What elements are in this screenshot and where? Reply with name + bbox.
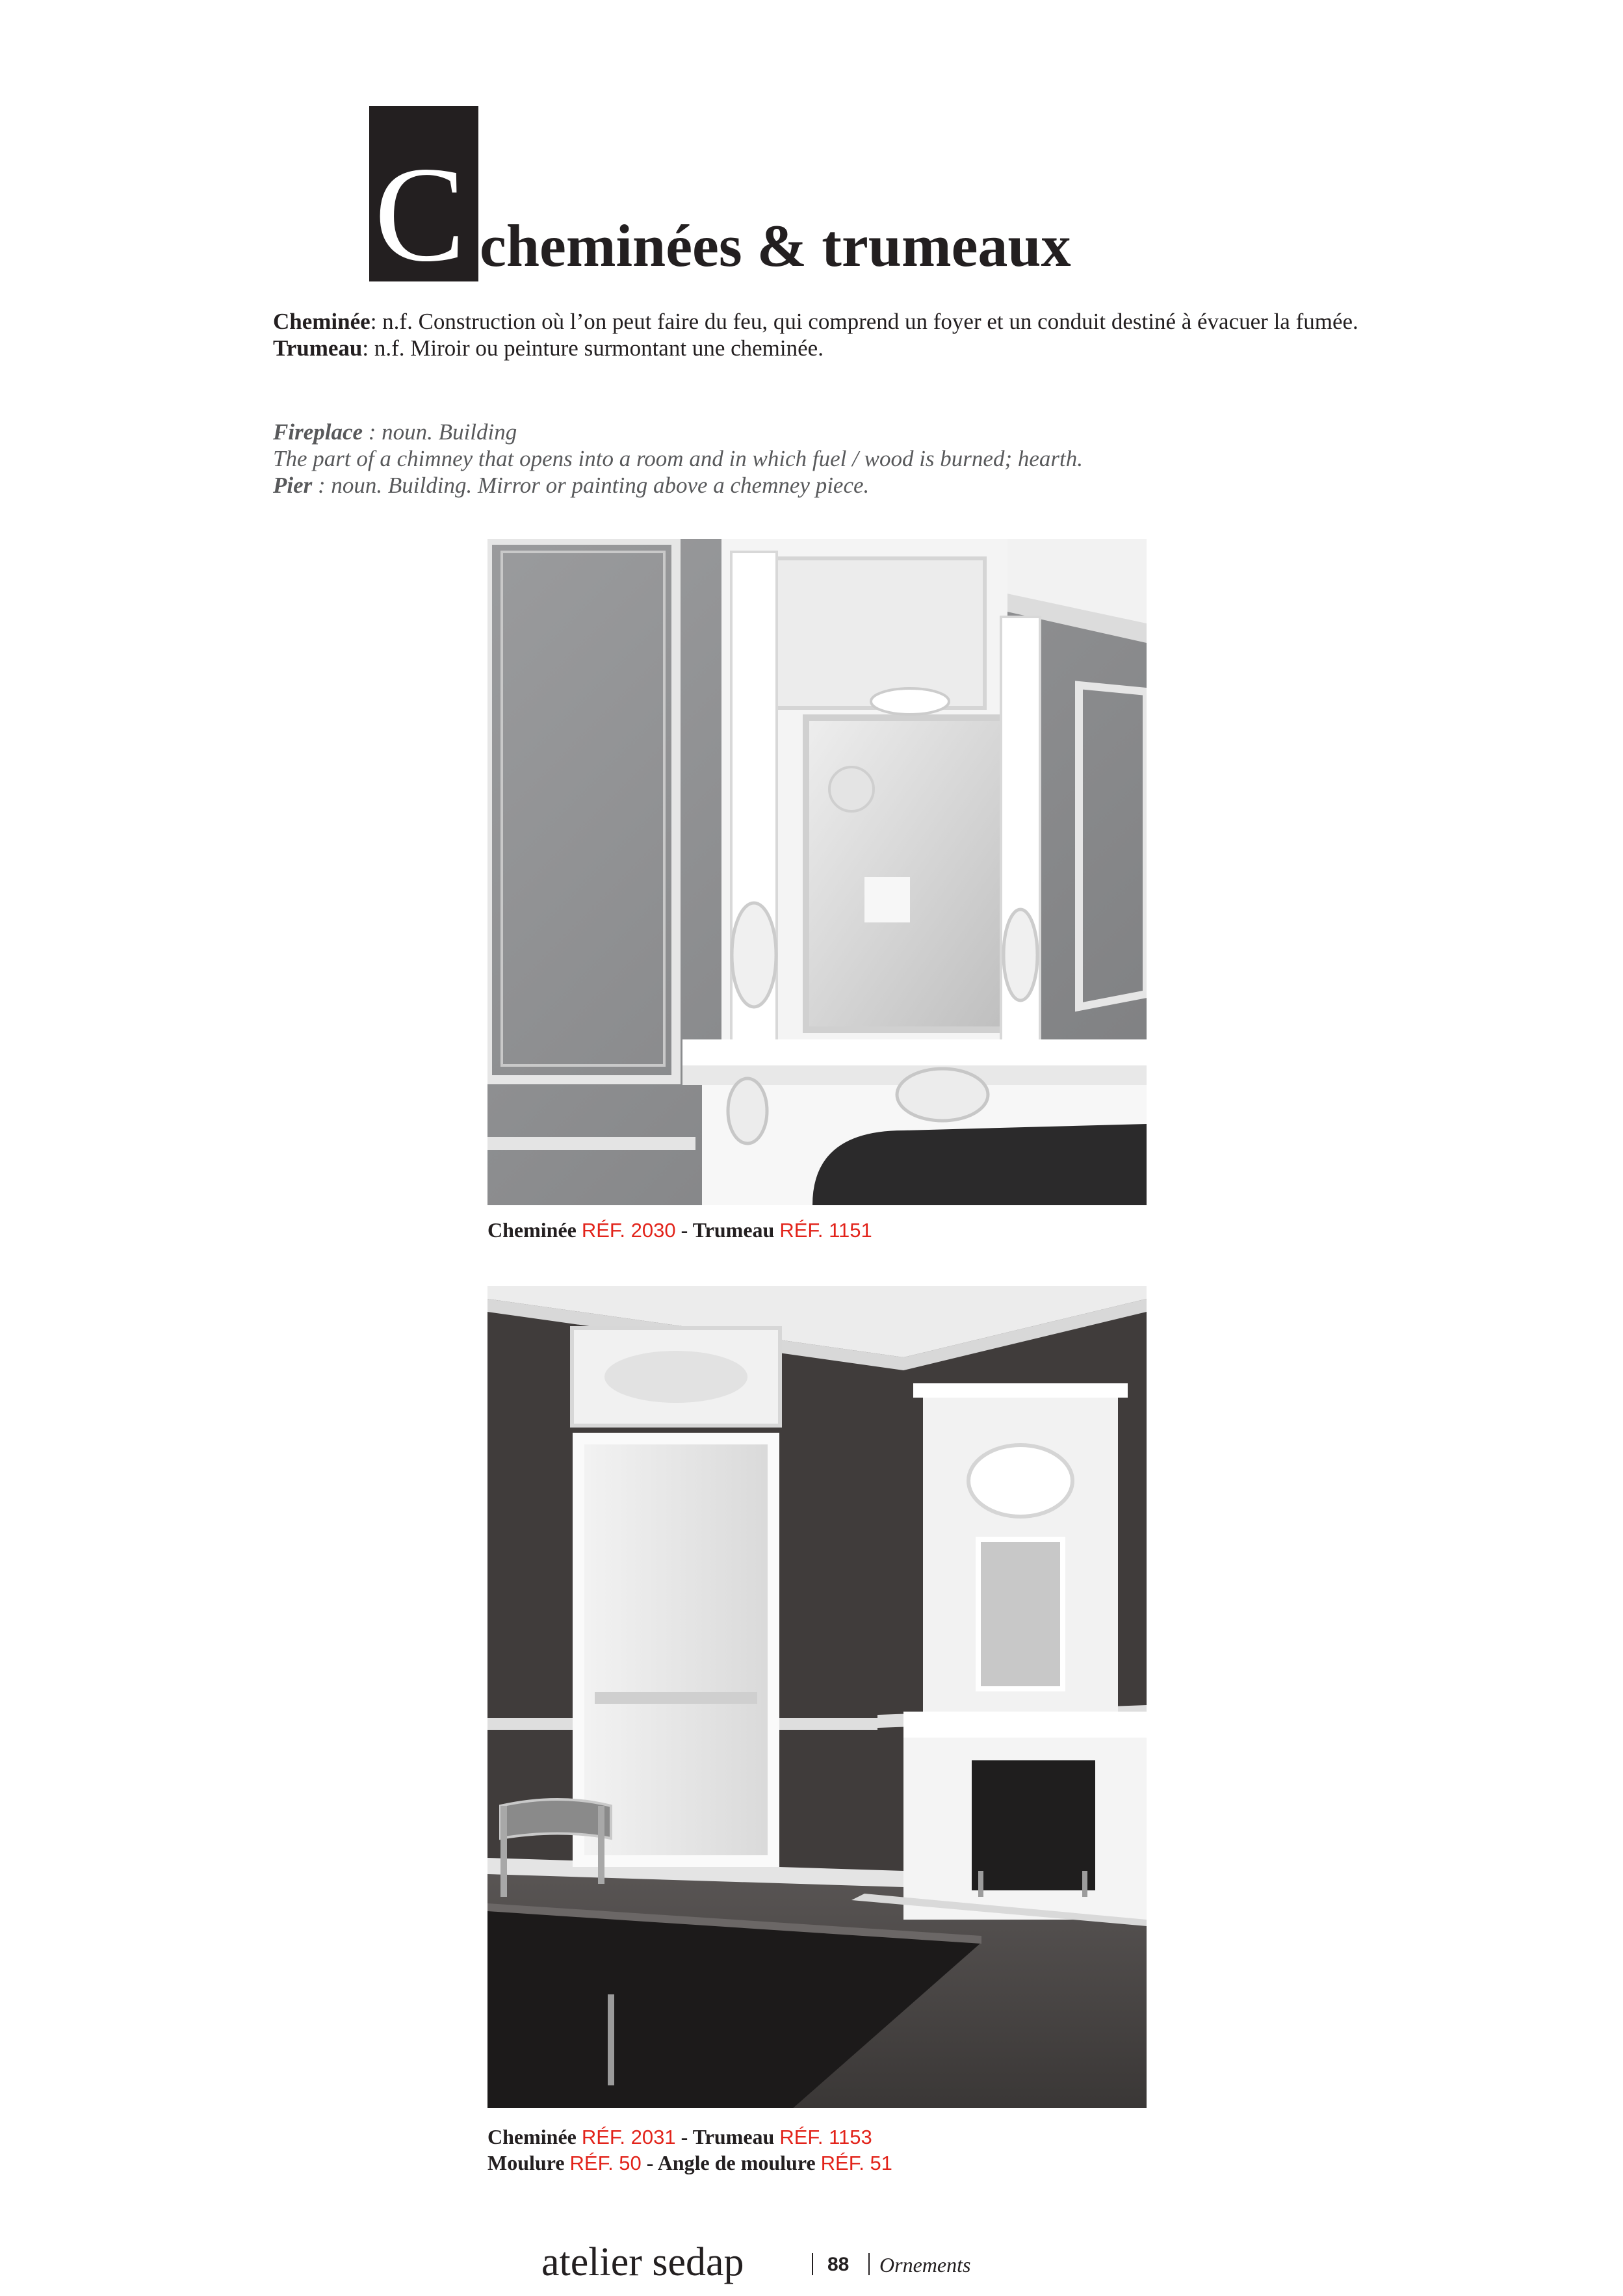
definition-trumeau	[273, 335, 1378, 361]
section-name: Ornements	[879, 2253, 971, 2276]
caption-1-separator: -	[675, 1218, 693, 1242]
caption-1-label-b: Trumeau	[692, 1218, 780, 1242]
term-fireplace: Fireplace	[273, 419, 363, 445]
caption-3-ref-b: RÉF. 51	[820, 2152, 892, 2174]
caption-photo-1	[487, 1217, 872, 1244]
caption-3-label-a: Moulure	[487, 2151, 570, 2174]
caption-2-ref-a: RÉF. 2031	[581, 2126, 676, 2148]
footer-divider-1	[812, 2253, 813, 2275]
definition-cheminee	[273, 308, 1378, 335]
definition-fireplace-detail: The part of a chimney that opens into a room and in which fuel / wood is burned; hearth.	[273, 446, 1083, 471]
def-trumeau: : n.f. Miroir ou peinture surmontant une cheminée.	[362, 335, 824, 361]
caption-2-label-b: Trumeau	[692, 2125, 780, 2148]
caption-3-label-b: Angle de moulure	[657, 2151, 821, 2174]
term-pier: Pier	[273, 473, 313, 498]
definitions-french	[273, 308, 1378, 361]
caption-3-separator: -	[641, 2151, 658, 2174]
caption-photo-2-line-2	[487, 2150, 892, 2176]
title-text: cheminées & trumeaux	[480, 213, 1071, 279]
brand-name: atelier sedap	[541, 2240, 744, 2284]
definition-pier	[273, 472, 1378, 499]
caption-photo-2-line-1	[487, 2124, 872, 2150]
dropcap-letter: C	[374, 139, 466, 290]
def-cheminee: : n.f. Construction où l’on peut faire du feu, qui comprend un foyer et un conduit destiné à évacuer la fumée.	[370, 309, 1358, 334]
photo-fireplace-mirror-illustration	[487, 539, 1147, 1205]
footer-divider-2	[868, 2253, 870, 2275]
def-pier: : noun. Building. Mirror or painting above a chemney piece.	[312, 473, 870, 498]
photo-dark-room	[487, 1286, 1147, 2108]
caption-3-ref-a: RÉF. 50	[569, 2152, 642, 2174]
photo-fireplace-mirror	[487, 539, 1147, 1205]
dropcap-box	[369, 106, 478, 290]
page-title	[369, 106, 1214, 290]
term-trumeau: Trumeau	[273, 335, 363, 361]
definitions-english	[273, 419, 1378, 499]
caption-1-ref-a: RÉF. 2030	[581, 1219, 676, 1242]
caption-1-ref-b: RÉF. 1151	[779, 1219, 872, 1242]
photo-dark-room-illustration	[487, 1286, 1147, 2108]
page-number: 88	[827, 2254, 850, 2275]
caption-2-label-a: Cheminée	[487, 2125, 582, 2148]
caption-2-separator: -	[675, 2125, 693, 2148]
def-fireplace: : noun. Building	[363, 419, 517, 445]
definition-fireplace	[273, 419, 1378, 445]
caption-1-label-a: Cheminée	[487, 1218, 582, 1242]
term-cheminee: Cheminée	[273, 309, 370, 334]
caption-2-ref-b: RÉF. 1153	[779, 2126, 872, 2148]
